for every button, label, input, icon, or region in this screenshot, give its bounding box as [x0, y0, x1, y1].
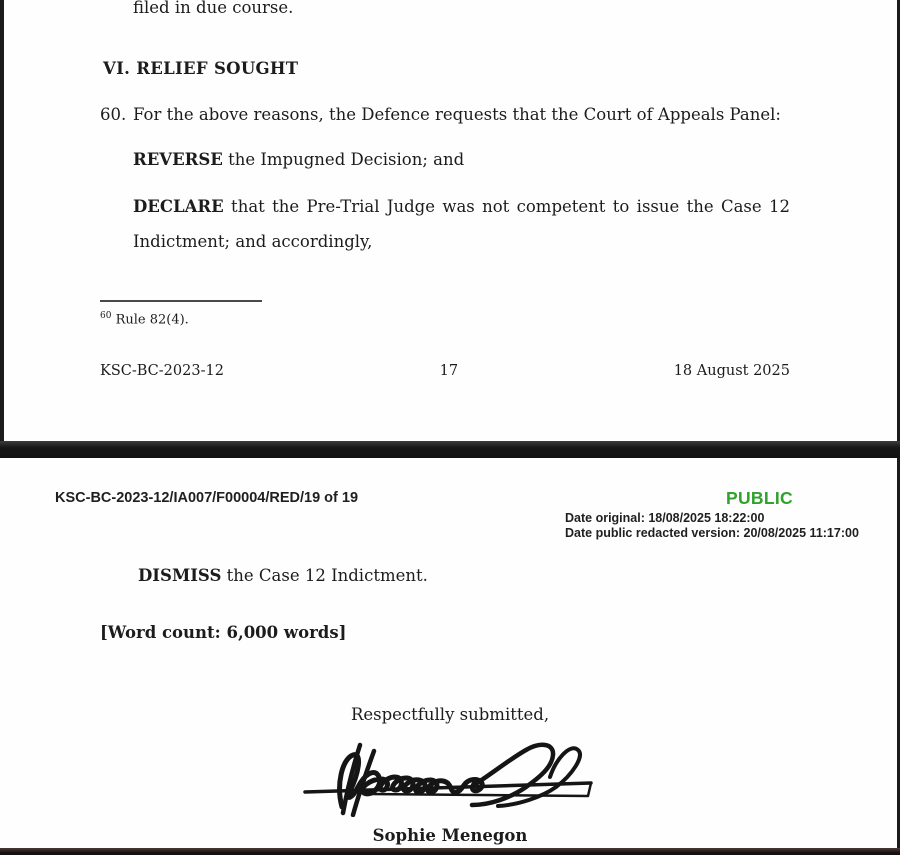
filing-reference: KSC-BC-2023-12/IA007/F00004/RED/19 of 19	[55, 490, 359, 506]
relief-text: that the Pre-Trial Judge was not competent to issue the Case 12	[223, 197, 790, 216]
footer-date: 18 August 2025	[673, 363, 790, 379]
footnote-separator-rule	[100, 300, 262, 302]
footnote-text: Rule 82(4).	[111, 312, 189, 328]
signatory-name: Sophie Menegon	[372, 826, 528, 845]
date-public-redacted: Date public redacted version: 20/08/2025 11:17:00	[565, 526, 859, 540]
paragraph-text: For the above reasons, the Defence requests that the Court of Appeals Panel:	[133, 105, 781, 124]
relief-keyword: REVERSE	[133, 150, 223, 169]
paragraph-trailing-line: filed in due course.	[133, 0, 294, 17]
page-separator-bar	[0, 441, 900, 458]
footer-case-number: KSC-BC-2023-12	[100, 363, 224, 379]
relief-item-reverse	[133, 150, 464, 169]
relief-item-declare-line1	[133, 197, 790, 216]
paragraph-60	[100, 105, 781, 124]
relief-item-declare-line2: Indictment; and accordingly,	[133, 232, 373, 251]
relief-text: the Impugned Decision; and	[222, 150, 465, 169]
left-edge-strip	[0, 0, 4, 458]
relief-keyword: DISMISS	[138, 566, 222, 585]
signature-image	[300, 735, 600, 817]
date-original: Date original: 18/08/2025 18:22:00	[565, 511, 765, 525]
relief-item-dismiss	[138, 566, 428, 585]
footer-page-number: 17	[439, 363, 459, 379]
paragraph-number: 60.	[100, 105, 127, 124]
footnote	[100, 311, 189, 327]
bottom-edge-bar	[0, 848, 900, 855]
closing-line: Respectfully submitted,	[350, 705, 550, 724]
page-footer	[100, 363, 790, 379]
footnote-marker: 60	[100, 311, 112, 321]
word-count: [Word count: 6,000 words]	[100, 623, 347, 642]
classification-badge: PUBLIC	[726, 488, 793, 508]
relief-text: the Case 12 Indictment.	[221, 566, 428, 585]
section-heading: VI. RELIEF SOUGHT	[103, 59, 299, 78]
relief-keyword: DECLARE	[133, 197, 224, 216]
